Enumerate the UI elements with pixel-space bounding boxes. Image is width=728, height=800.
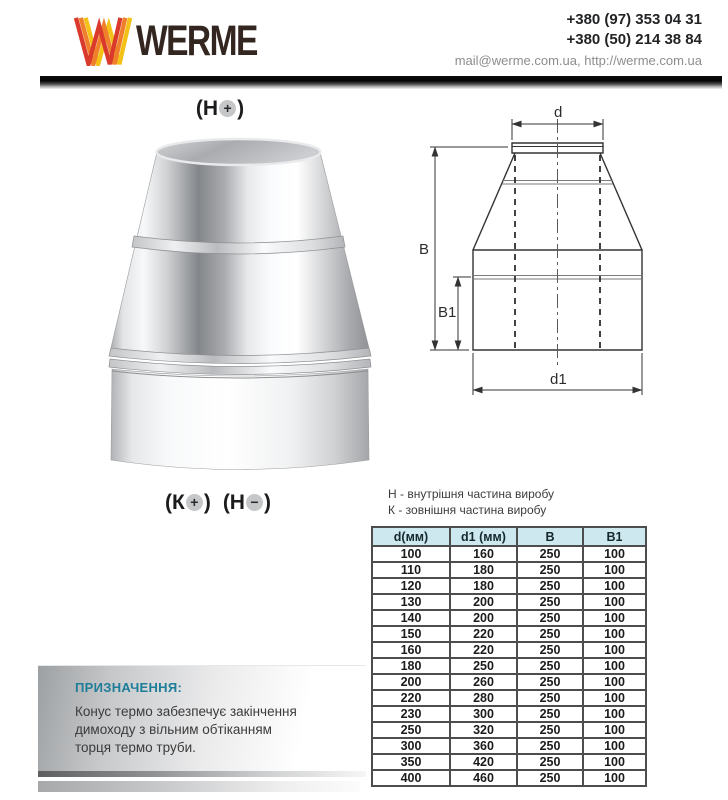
- label-text: (Н: [222, 491, 245, 514]
- purpose-panel: [38, 665, 366, 773]
- product-label-top: [140, 97, 300, 121]
- label-text: ): [203, 491, 211, 514]
- table-cell: 100: [583, 610, 646, 626]
- diagram-legend: [388, 486, 554, 518]
- column-header: d1 (мм): [450, 527, 517, 546]
- phone-number-2: +380 (50) 214 38 84: [566, 31, 702, 48]
- table-cell: 130: [372, 594, 450, 610]
- table-cell: 140: [372, 610, 450, 626]
- table-cell: 180: [450, 562, 517, 578]
- table-cell: 100: [583, 562, 646, 578]
- minus-icon: −: [246, 494, 263, 511]
- table-cell: 350: [372, 754, 450, 770]
- dim-label-b: B: [419, 241, 430, 258]
- table-row: [372, 642, 646, 658]
- table-cell: 250: [517, 546, 583, 562]
- table-row: [372, 722, 646, 738]
- column-header: d(мм): [372, 527, 450, 546]
- email-website: mail@werme.com.ua, http://werme.com.ua: [454, 53, 702, 68]
- table-cell: 100: [583, 578, 646, 594]
- table-cell: 100: [583, 690, 646, 706]
- table-cell: 400: [372, 770, 450, 786]
- table-cell: 100: [583, 546, 646, 562]
- table-cell: 100: [372, 546, 450, 562]
- plus-icon: +: [219, 100, 236, 117]
- header-divider: [40, 76, 722, 89]
- table-cell: 200: [450, 610, 517, 626]
- table-cell: 100: [583, 754, 646, 770]
- legend-line-h: Н - внутрішня частина виробу: [388, 487, 555, 501]
- purpose-title: ПРИЗНАЧЕННЯ:: [75, 680, 183, 695]
- table-cell: 120: [372, 578, 450, 594]
- table-cell: 180: [450, 578, 517, 594]
- legend-line-k: К - зовнішня частина виробу: [388, 503, 547, 517]
- label-text: (К: [165, 491, 185, 514]
- table-row: [372, 578, 646, 594]
- table-cell: 150: [372, 626, 450, 642]
- phone-number-1: +380 (97) 353 04 31: [566, 11, 702, 28]
- column-header: B: [517, 527, 583, 546]
- table-cell: 250: [517, 722, 583, 738]
- table-row: [372, 546, 646, 562]
- table-row: [372, 562, 646, 578]
- table-cell: 250: [517, 706, 583, 722]
- label-h-minus: [223, 491, 271, 514]
- table-cell: 100: [583, 706, 646, 722]
- table-cell: 250: [517, 594, 583, 610]
- plus-icon: +: [186, 494, 203, 511]
- table-cell: 300: [372, 738, 450, 754]
- table-cell: 100: [583, 658, 646, 674]
- table-cell: 250: [517, 626, 583, 642]
- table-cell: 420: [450, 754, 517, 770]
- table-cell: 250: [517, 738, 583, 754]
- table-cell: 100: [583, 594, 646, 610]
- table-row: [372, 690, 646, 706]
- purpose-panel-strip: [38, 771, 366, 777]
- label-k-plus: [165, 491, 211, 514]
- table-cell: 360: [450, 738, 517, 754]
- table-row: [372, 610, 646, 626]
- table-row: [372, 770, 646, 786]
- werme-w-icon: [74, 16, 132, 66]
- table-cell: 260: [450, 674, 517, 690]
- table-cell: 100: [583, 626, 646, 642]
- dimension-lines: [430, 119, 642, 395]
- table-row: [372, 594, 646, 610]
- table-cell: 100: [583, 770, 646, 786]
- purpose-panel-bar: [38, 781, 360, 792]
- dimensions-table-wrap: [371, 526, 647, 787]
- table-cell: 220: [450, 626, 517, 642]
- table-cell: 160: [372, 642, 450, 658]
- product-label-bottom: [118, 491, 318, 515]
- table-row: [372, 658, 646, 674]
- table-cell: 220: [450, 642, 517, 658]
- table-cell: 250: [517, 562, 583, 578]
- table-cell: 250: [517, 754, 583, 770]
- table-row: [372, 674, 646, 690]
- table-cell: 180: [372, 658, 450, 674]
- table-cell: 250: [517, 674, 583, 690]
- product-photo: [85, 122, 385, 492]
- dim-label-b1: B1: [438, 304, 457, 321]
- table-cell: 250: [372, 722, 450, 738]
- table-cell: 460: [450, 770, 517, 786]
- brand-logo: [74, 16, 291, 66]
- table-cell: 250: [517, 578, 583, 594]
- label-text: ): [237, 97, 245, 120]
- contact-block: [455, 10, 702, 68]
- table-cell: 250: [517, 658, 583, 674]
- table-cell: 320: [450, 722, 517, 738]
- table-row: [372, 626, 646, 642]
- dim-label-d: d: [554, 104, 563, 121]
- table-cell: 100: [583, 722, 646, 738]
- table-cell: 100: [583, 674, 646, 690]
- table-cell: 250: [517, 770, 583, 786]
- brand-name: WERME: [136, 17, 257, 65]
- table-cell: 280: [450, 690, 517, 706]
- table-cell: 300: [450, 706, 517, 722]
- label-text: (Н: [195, 97, 219, 120]
- table-cell: 250: [517, 610, 583, 626]
- table-row: [372, 754, 646, 770]
- table-header-row: [372, 527, 646, 546]
- column-header: B1: [583, 527, 646, 546]
- table-cell: 220: [372, 690, 450, 706]
- table-cell: 200: [450, 594, 517, 610]
- table-cell: 110: [372, 562, 450, 578]
- table-cell: 200: [372, 674, 450, 690]
- table-cell: 250: [517, 642, 583, 658]
- table-cell: 250: [450, 658, 517, 674]
- table-row: [372, 706, 646, 722]
- table-cell: 160: [450, 546, 517, 562]
- dimensions-table: [371, 526, 647, 787]
- purpose-text: Конус термо забезпечує закінчення димоходу з вільним обтіканням торця термо труби.: [75, 704, 297, 755]
- table-cell: 250: [517, 690, 583, 706]
- dim-label-d1: d1: [550, 371, 567, 388]
- dimension-diagram: [405, 95, 725, 485]
- label-text: ): [263, 491, 271, 514]
- table-cell: 100: [583, 738, 646, 754]
- table-cell: 230: [372, 706, 450, 722]
- table-cell: 100: [583, 642, 646, 658]
- table-row: [372, 738, 646, 754]
